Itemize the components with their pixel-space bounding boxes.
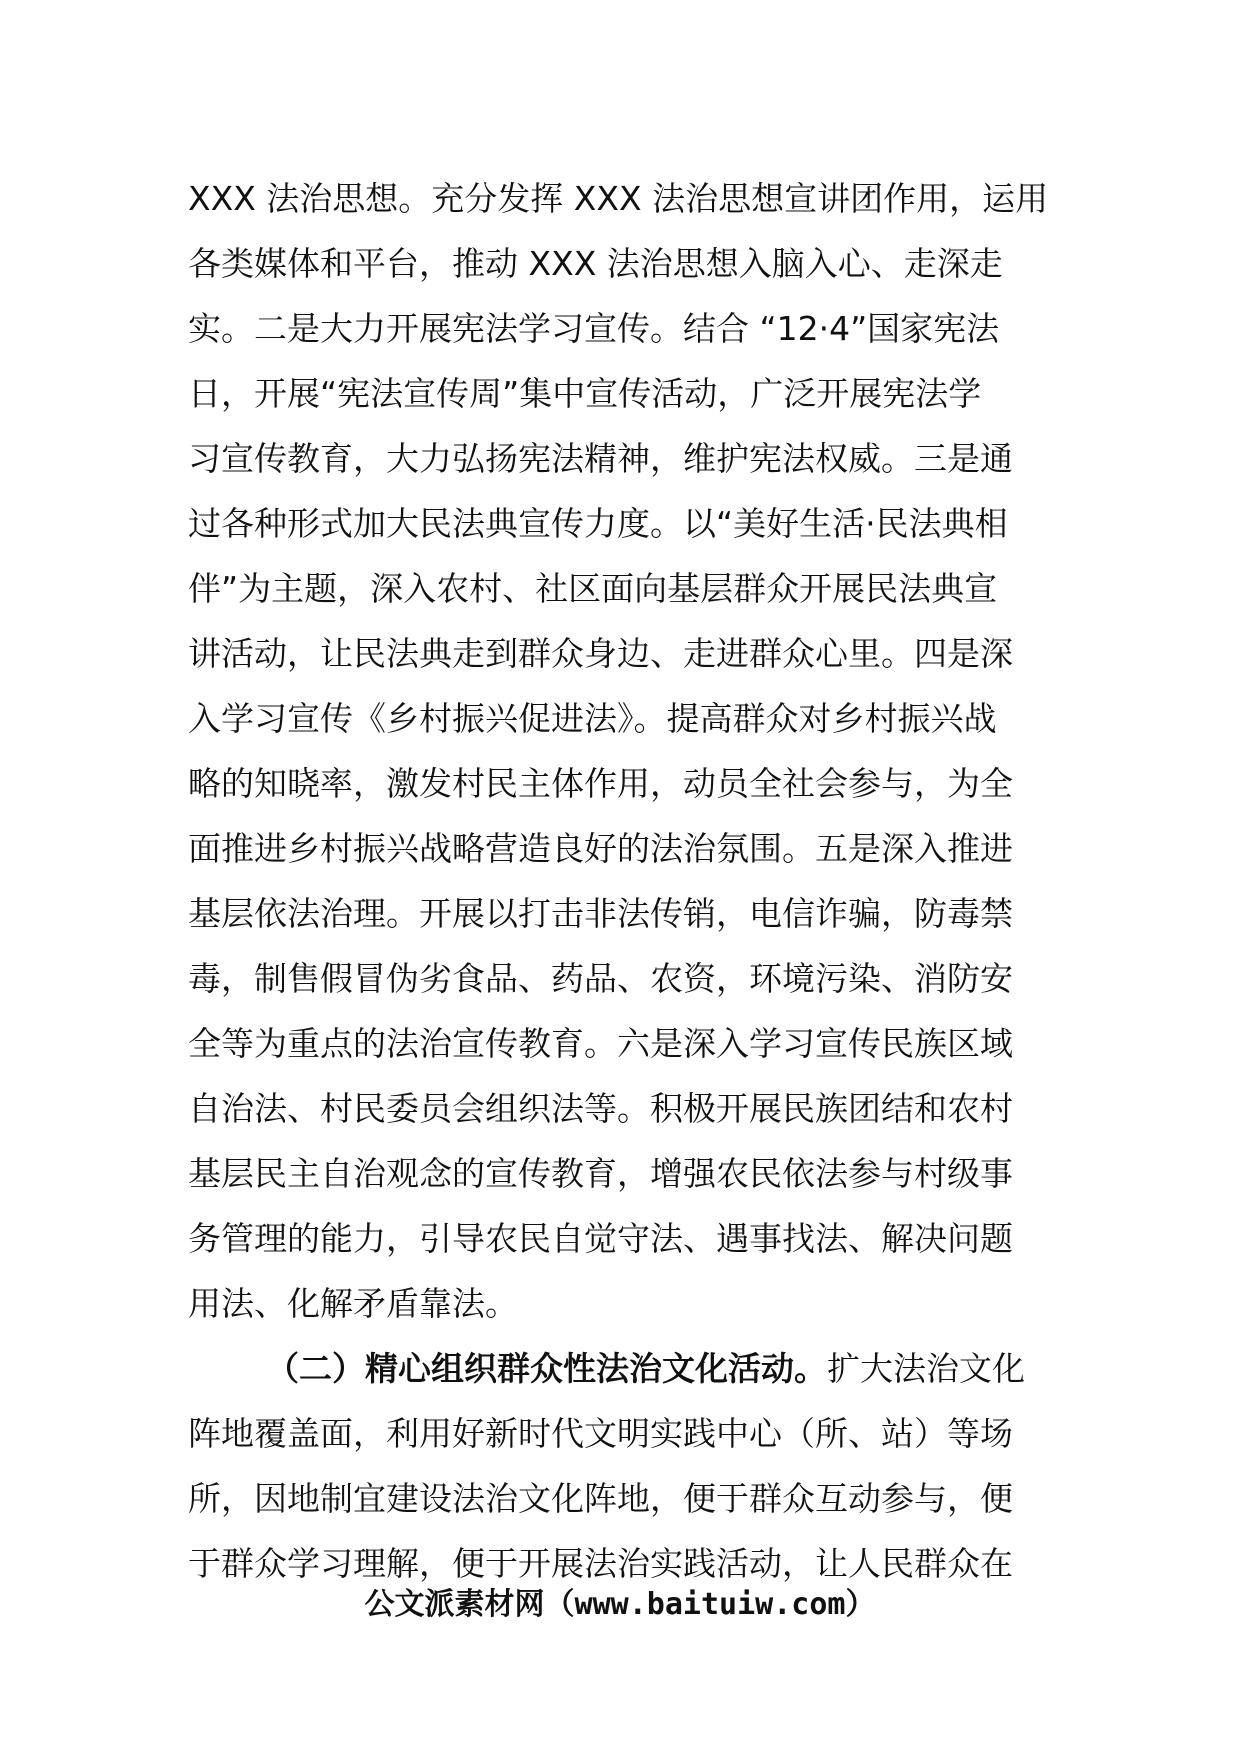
body-line: XXX 法治思想。充分发挥 XXX 法治思想宣讲团作用，运用 [188,179,1049,218]
body-line: 实。二是大力开展宪法学习宣传。结合 “12·4”国家宪法 [188,309,1000,348]
body-line: 所，因地制宜建设法治文化阵地，便于群众互动参与，便 [188,1479,1013,1518]
body-line: 入学习宣传《乡村振兴促进法》。提高群众对乡村振兴战 [188,699,997,738]
body-line: 用法、化解矛盾靠法。 [188,1284,518,1323]
footer-url: （www.baituiw.com） [544,1587,876,1622]
section-heading: （二）精心组织群众性法治文化活动。 [266,1349,827,1388]
section-heading-continuation: 扩大法治文化 [827,1349,1025,1388]
body-line: 自治法、村民委员会组织法等。积极开展民族团结和农村 [188,1089,1013,1128]
body-line: 各类媒体和平台，推动 XXX 法治思想入脑入心、走深走 [188,244,1003,283]
page-footer [0,1580,1240,1630]
body-line: 全等为重点的法治宣传教育。六是深入学习宣传民族区域 [188,1024,1013,1063]
body-line: 习宣传教育，大力弘扬宪法精神，维护宪法权威。三是通 [188,439,1013,478]
body-line: 面推进乡村振兴战略营造良好的法治氛围。五是深入推进 [188,829,1013,868]
body-line: 过各种形式加大民法典宣传力度。以“美好生活·民法典相 [188,504,1008,543]
body-line: 于群众学习理解，便于开展法治实践活动，让人民群众在 [188,1544,1013,1583]
body-line: 基层民主自治观念的宣传教育，增强农民依法参与村级事 [188,1154,1013,1193]
body-line: 略的知晓率，激发村民主体作用，动员全社会参与，为全 [188,764,1013,803]
section-heading-line [188,1336,1068,1401]
body-line: 日，开展“宪法宣传周”集中宣传活动，广泛开展宪法学 [188,374,982,413]
footer-site-name: 公文派素材网 [364,1587,545,1622]
body-line: 毒，制售假冒伪劣食品、药品、农资，环境污染、消防安 [188,959,1013,998]
body-line: 讲活动，让民法典走到群众身边、走进群众心里。四是深 [188,634,1013,673]
body-line: 务管理的能力，引导农民自觉守法、遇事找法、解决问题 [188,1219,1013,1258]
body-line: 基层依法治理。开展以打击非法传销，电信诈骗，防毒禁 [188,894,1013,933]
document-body [188,166,1068,1596]
body-line: 阵地覆盖面，利用好新时代文明实践中心（所、站）等场 [188,1414,1013,1453]
body-line: 伴”为主题，深入农村、社区面向基层群众开展民法典宣 [188,569,998,608]
